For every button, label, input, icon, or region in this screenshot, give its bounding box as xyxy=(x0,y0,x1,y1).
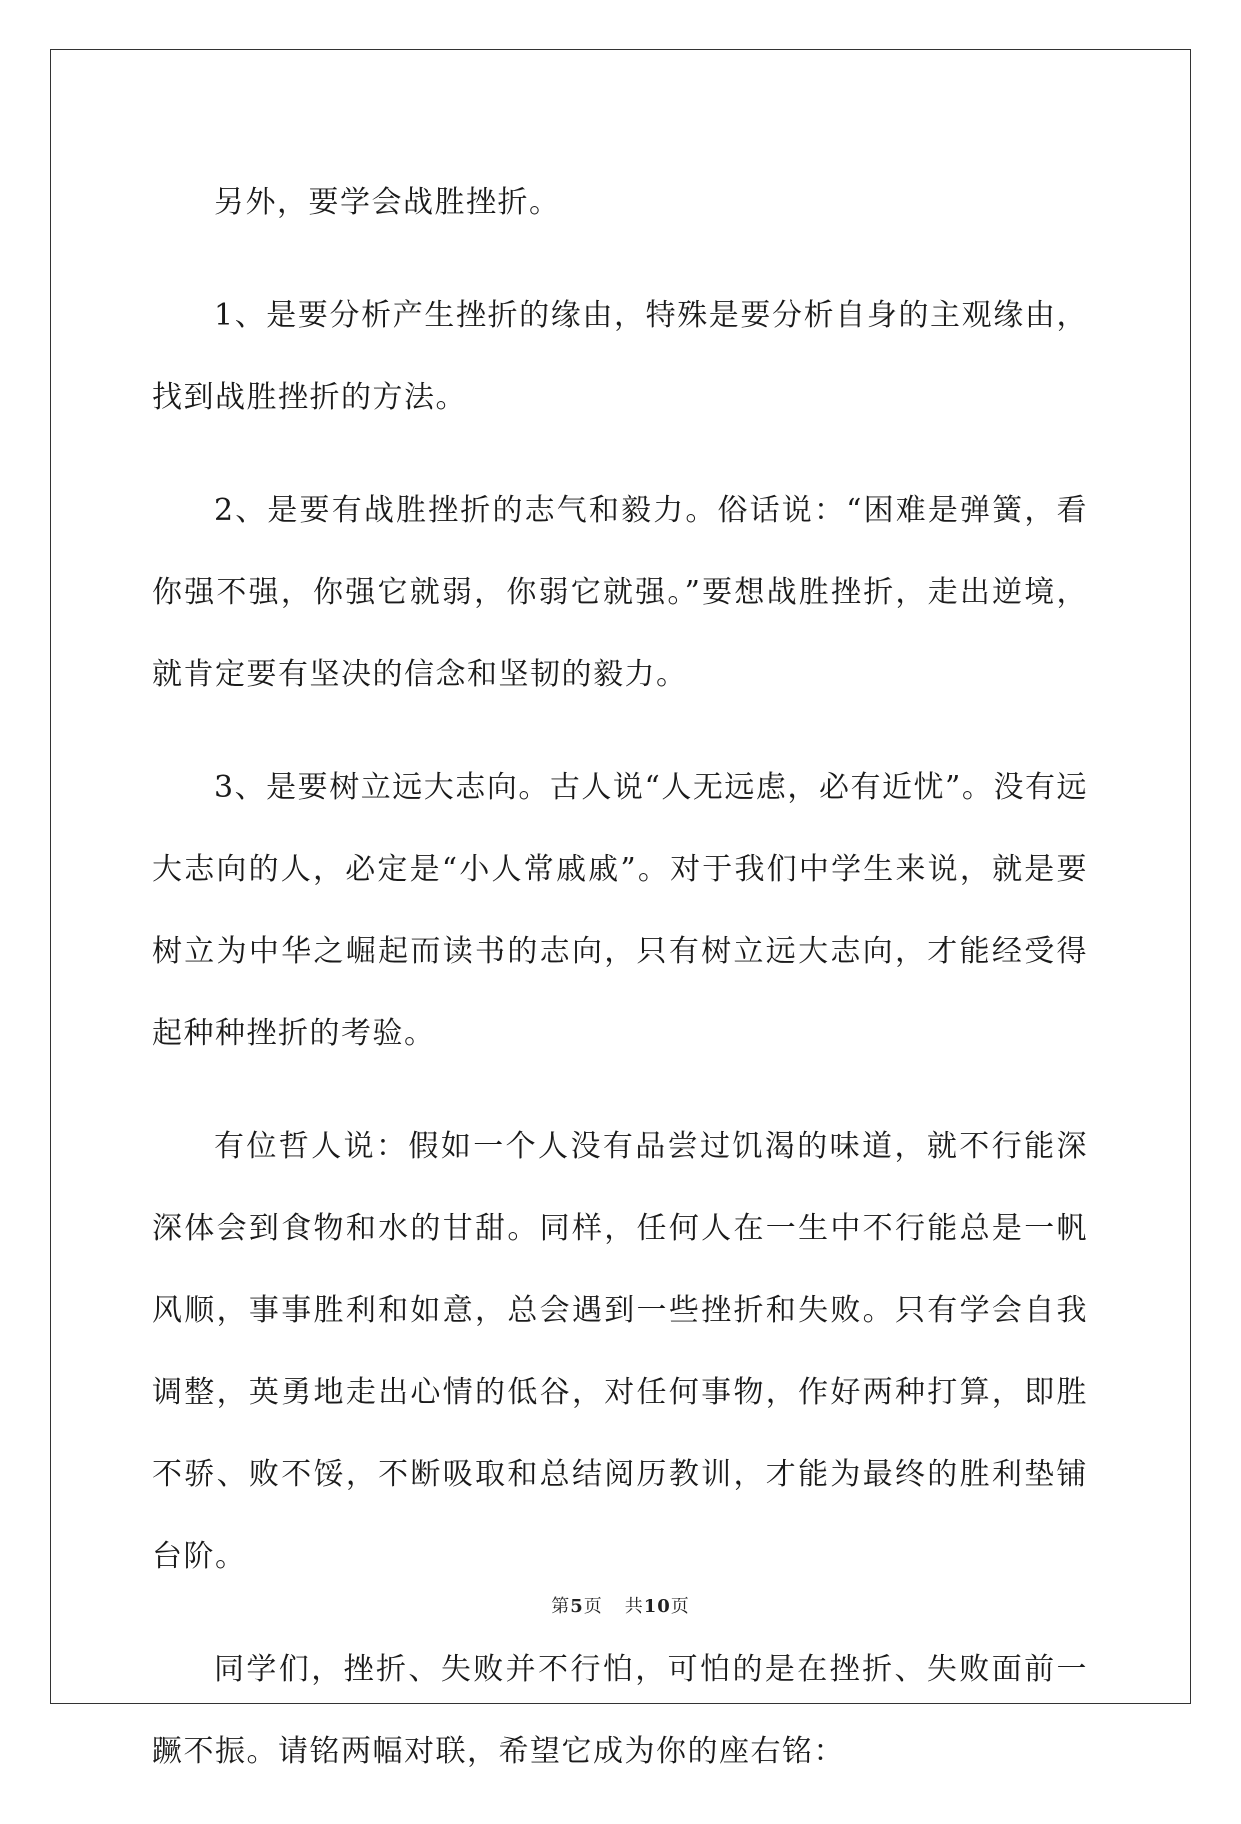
paragraph: 同学们，挫折、失败并不行怕，可怕的是在挫折、失败面前一蹶不振。请铭两幅对联，希望它成为你的座右铭： xyxy=(152,1652,1088,1769)
page-prefix: 第 xyxy=(551,1596,571,1617)
total-prefix: 共 xyxy=(624,1596,644,1617)
paragraph: 有位哲人说：假如一个人没有品尝过饥渴的味道，就不行能深深体会到食物和水的甘甜。同样，任何人在一生中不行能总是一帆风顺，事事胜利和如意，总会遇到一些挫折和失败。只有学会自我调整，英勇地走出心情的低谷，对任何事物，作好两种打算，即胜不骄、败不馁，不断吸取和总结阅历教训，才能为最终的胜利垫铺台阶。 xyxy=(152,1129,1088,1574)
total-suffix: 页 xyxy=(670,1596,690,1617)
paragraph: 另外，要学会战胜挫折。 xyxy=(214,185,561,220)
paragraph: 2、是要有战胜挫折的志气和毅力。俗话说：“困难是弹簧，看你强不强，你强它就弱，你弱它就强。”要想战胜挫折，走出逆境，就肯定要有坚决的信念和坚韧的毅力。 xyxy=(152,493,1088,692)
document-body xyxy=(152,162,1088,1824)
page-current: 5 xyxy=(570,1596,584,1617)
page-footer xyxy=(0,1592,1241,1618)
page-suffix: 页 xyxy=(583,1596,603,1617)
paragraph: 3、是要树立远大志向。古人说“人无远虑，必有近忧”。没有远大志向的人，必定是“小人常戚戚”。对于我们中学生来说，就是要树立为中华之崛起而读书的志向，只有树立远大志向，才能经受得起种种挫折的考验。 xyxy=(152,770,1088,1051)
page-total: 10 xyxy=(643,1596,671,1617)
paragraph: 1、是要分析产生挫折的缘由，特殊是要分析自身的主观缘由，找到战胜挫折的方法。 xyxy=(152,298,1088,415)
